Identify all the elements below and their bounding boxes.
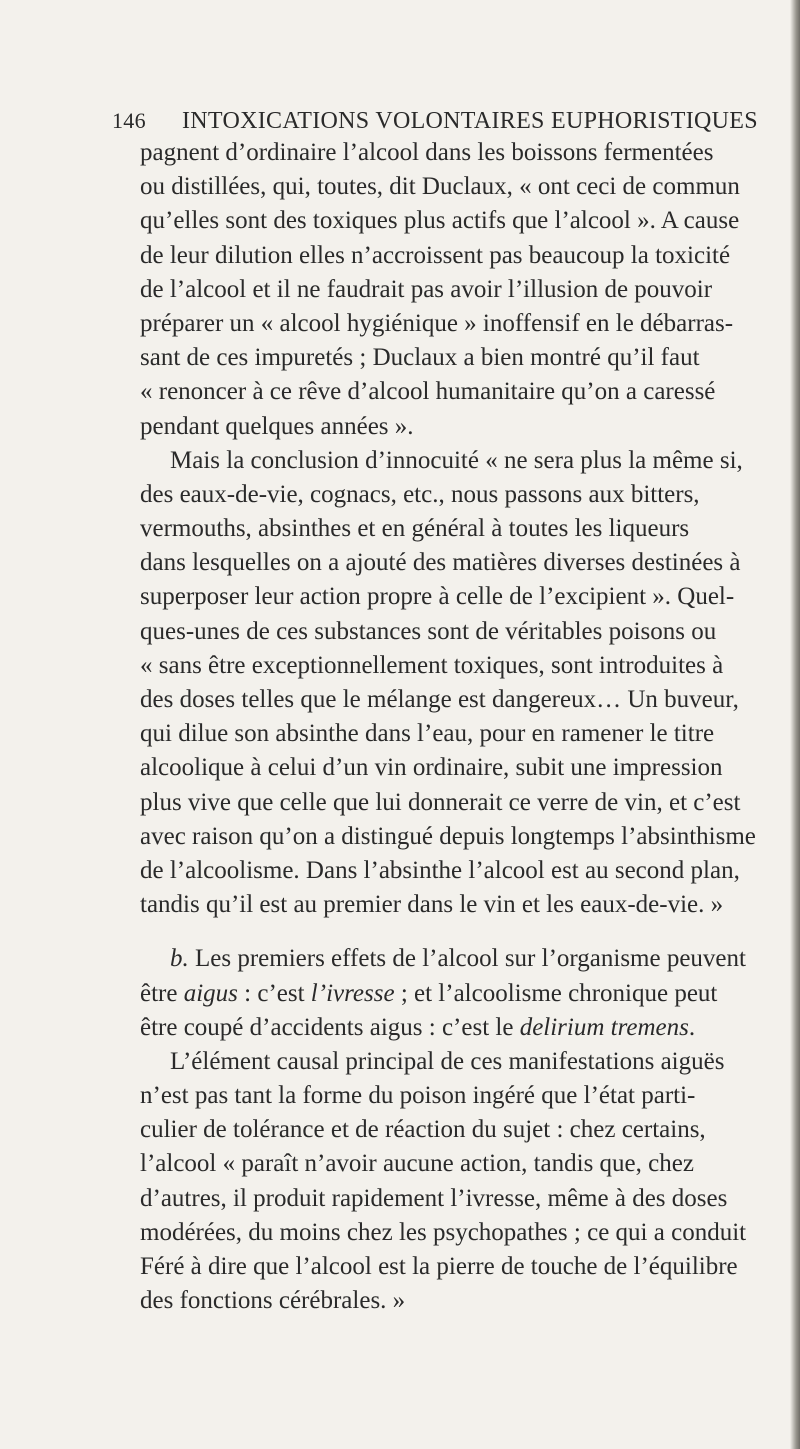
text-line: pagnent d’ordinaire l’alcool dans les boissons fermentées xyxy=(140,139,714,166)
text-line: ques-unes de ces substances sont de véritables poisons ou xyxy=(140,617,717,645)
text-line: qui dilue son absinthe dans l’eau, pour en ramener le titre xyxy=(140,720,715,748)
text-line: alcoolique à celui d’un vin ordinaire, subit une impression xyxy=(140,754,723,782)
text-line: n’est pas tant la forme du poison ingéré que l’état parti- xyxy=(140,1082,696,1110)
line-text: Les premiers effets de l’alcool sur l’organisme peuvent xyxy=(188,945,746,973)
text-line: de l’alcoolisme. Dans l’absinthe l’alcool est au second plan, xyxy=(140,856,740,884)
text-line: des fonctions cérébrales. » xyxy=(140,1287,406,1315)
text-line: culier de tolérance et de réaction du sujet : chez certains, xyxy=(140,1116,706,1144)
text-line: Féré à dire que l’alcool est la pierre de touche de l’équilibre xyxy=(140,1253,738,1280)
line-text: ; et l’alcoolisme chronique peut xyxy=(394,979,718,1007)
text-line: l’alcool « paraît n’avoir aucune action, tandis que, chez xyxy=(140,1150,694,1178)
line-text: être coupé d’accidents aigus : c’est le xyxy=(140,1013,520,1041)
text-line: avec raison qu’on a distingué depuis longtemps l’absinthisme xyxy=(140,822,756,850)
term-delirium-tremens: delirium tremens xyxy=(519,1013,689,1041)
text-line: qu’elles sont des toxiques plus actifs que l’alcool ». A cause xyxy=(140,207,740,235)
text-line xyxy=(140,1011,782,1045)
line-text: être xyxy=(140,979,184,1007)
text-line: ou distillées, qui, toutes, dit Duclaux, « ont ceci de commun xyxy=(140,173,740,201)
text-line: L’élément causal principal de ces manifestations aiguës xyxy=(170,1047,725,1075)
page-number: 146 xyxy=(112,108,146,133)
text-line: tandis qu’il est au premier dans le vin et les eaux-de-vie. » xyxy=(140,891,724,919)
text-line: des doses telles que le mélange est dangereux… Un buveur, xyxy=(140,686,739,713)
line-text: . xyxy=(688,1013,696,1041)
page-body xyxy=(140,136,782,1318)
paragraph-2 xyxy=(140,444,782,923)
text-line: modérées, du moins chez les psychopathes ; ce qui a conduit xyxy=(140,1218,747,1246)
text-line: pendant quelques années ». xyxy=(140,412,414,440)
text-line: « sans être exceptionnellement toxiques, sont introduites à xyxy=(140,651,724,679)
text-line: Mais la conclusion d’innocuité « ne sera plus la même si, xyxy=(170,446,743,474)
line-text: : c’est xyxy=(237,979,311,1007)
text-line: de leur dilution elles n’accroissent pas beaucoup la toxicité xyxy=(140,241,731,269)
text-line: sant de ces impuretés ; Duclaux a bien montré qu’il faut xyxy=(140,344,700,372)
page-edge xyxy=(790,0,800,1449)
text-line: des eaux-de-vie, cognacs, etc., nous passons aux bitters, xyxy=(140,480,700,508)
paragraph-4 xyxy=(140,1045,782,1319)
text-line: « renoncer à ce rêve d’alcool humanitaire qu’on a caressé xyxy=(140,378,716,406)
paragraph-1 xyxy=(140,136,782,444)
text-line: plus vive que celle que lui donnerait ce verre de vin, et c’est xyxy=(140,788,741,816)
text-line: vermouths, absinthes et en général à toutes les liqueurs xyxy=(140,515,690,543)
text-line xyxy=(140,942,782,976)
text-line: de l’alcool et il ne faudrait pas avoir l’illusion de pouvoir xyxy=(140,275,713,303)
text-line: dans lesquelles on a ajouté des matières diverses destinées à xyxy=(140,549,741,577)
text-line: d’autres, il produit rapidement l’ivresse, même à des doses xyxy=(140,1184,728,1212)
term-ivresse: l’ivresse xyxy=(310,979,395,1007)
text-line: préparer un « alcool hygiénique » inoffensif en le débarras- xyxy=(140,309,734,337)
running-header xyxy=(112,108,772,135)
term-aigus: aigus xyxy=(183,979,238,1007)
section-marker: b. xyxy=(170,945,189,973)
section-gap xyxy=(140,922,782,942)
text-line xyxy=(140,977,782,1011)
paragraph-3 xyxy=(140,942,782,1045)
text-line: superposer leur action propre à celle de l’excipient ». Quel- xyxy=(140,583,735,611)
running-title: INTOXICATIONS VOLONTAIRES EUPHORISTIQUES xyxy=(182,108,758,134)
